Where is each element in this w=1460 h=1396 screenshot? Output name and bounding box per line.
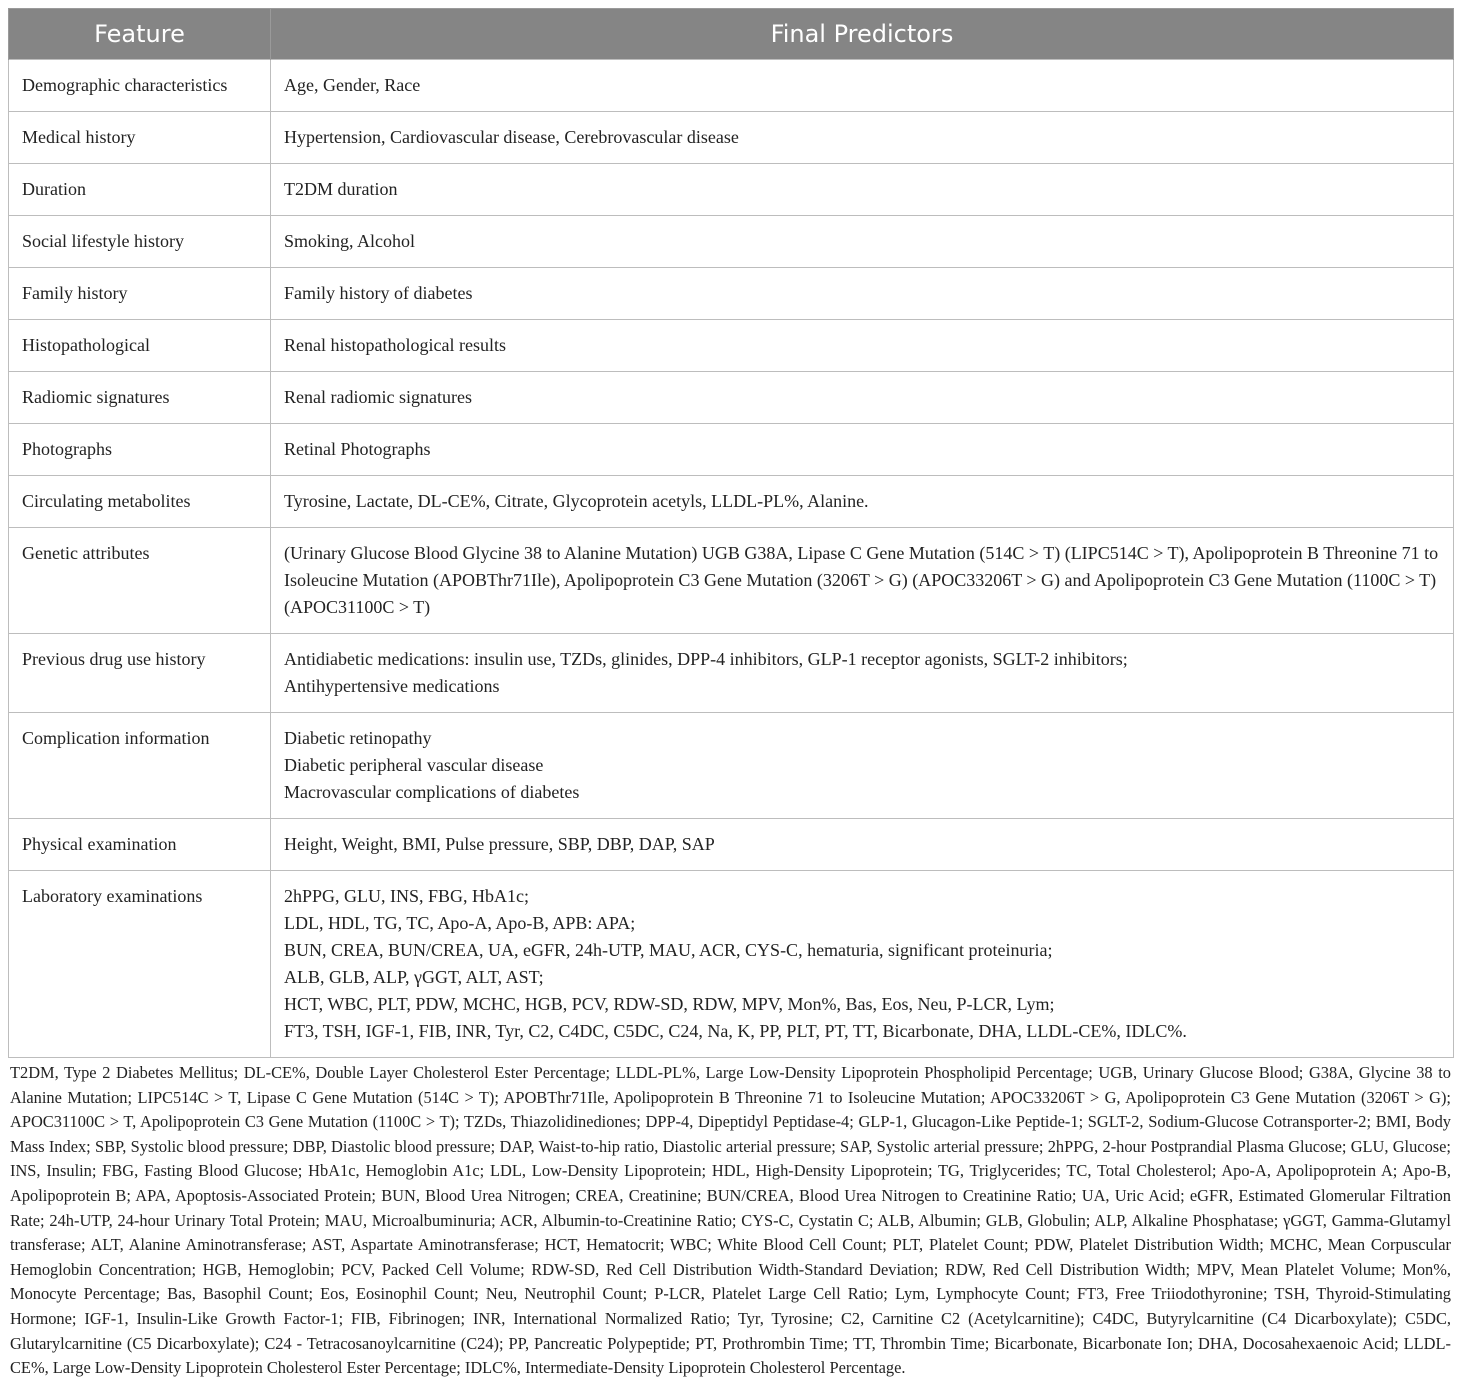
predictors-cell [271,60,1454,112]
predictors-cell [271,164,1454,216]
predictor-line: Age, Gender, Race [284,75,421,95]
feature-cell: Duration [9,164,271,216]
predictor-line: Renal radiomic signatures [284,387,472,407]
feature-cell: Demographic characteristics [9,60,271,112]
feature-cell: Family history [9,268,271,320]
predictors-cell [271,372,1454,424]
predictor-line: Antihypertensive medications [284,676,500,696]
predictor-line: Height, Weight, BMI, Pulse pressure, SBP, DBP, DAP, SAP [284,834,715,854]
feature-cell: Social lifestyle history [9,216,271,268]
predictors-cell [271,424,1454,476]
feature-cell: Genetic attributes [9,528,271,634]
predictor-line: Tyrosine, Lactate, DL-CE%, Citrate, Glycoprotein acetyls, LLDL-PL%, Alanine. [284,491,869,511]
predictor-line: ALB, GLB, ALP, γGGT, ALT, AST; [284,967,544,987]
document-page [8,8,1453,1381]
predictor-line: Retinal Photographs [284,439,431,459]
table-row [9,60,1454,112]
table-row [9,476,1454,528]
feature-cell: Circulating metabolites [9,476,271,528]
predictor-line: Diabetic retinopathy [284,728,432,748]
table-row [9,320,1454,372]
feature-cell: Physical examination [9,819,271,871]
feature-cell: Histopathological [9,320,271,372]
table-footnote: T2DM, Type 2 Diabetes Mellitus; DL-CE%, Double Layer Cholesterol Ester Percentage; LLDL-PL%, Large Low-Density Lipoprotein Phospholipid Percentage; UGB, Urinary Glucose Blood; G38A, Glycine 38 to Alanine Mutation; LIPC514C > T, Lipase C Gene Mutation (514C > T); APOBThr71Ile, Apolipoprotein B Threonine 71 to Isoleucine Mutation; APOC33206T > G, Apolipoprotein C3 Gene Mutation (3206T > G); APOC31100C > T, Apolipoprotein C3 Gene Mutation (1100C > T); TZDs, Thiazolidinediones; DPP-4, Dipeptidyl Peptidase-4; GLP-1, Glucagon-Like Peptide-1; SGLT-2, Sodium-Glucose Cotransporter-2; BMI, Body Mass Index; SBP, Systolic blood pressure; DBP, Diastolic blood pressure; DAP, Waist-to-hip ratio, Diastolic arterial pressure; SAP, Systolic arterial pressure; 2hPPG, 2-hour Postprandial Plasma Glucose; GLU, Glucose; INS, Insulin; FBG, Fasting Blood Glucose; HbA1c, Hemoglobin A1c; LDL, Low-Density Lipoprotein; HDL, High-Density Lipoprotein; TG, Triglycerides; TC, Total Cholesterol; Apo-A, Apolipoprotein A; Apo-B, Apolipoprotein B; APA, Apoptosis-Associated Protein; BUN, Blood Urea Nitrogen; CREA, Creatinine; BUN/CREA, Blood Urea Nitrogen to Creatinine Ratio; UA, Uric Acid; eGFR, Estimated Glomerular Filtration Rate; 24h-UTP, 24-hour Urinary Total Protein; MAU, Microalbuminuria; ACR, Albumin-to-Creatinine Ratio; CYS-C, Cystatin C; ALB, Albumin; GLB, Globulin; ALP, Alkaline Phosphatase; γGGT, Gamma-Glutamyl transferase; ALT, Alanine Aminotransferase; AST, Aspartate Aminotransferase; HCT, Hematocrit; WBC; White Blood Cell Count; PLT, Platelet Count; PDW, Platelet Distribution Width; MCHC, Mean Corpuscular Hemoglobin Concentration; HGB, Hemoglobin; PCV, Packed Cell Volume; RDW-SD, Red Cell Distribution Width-Standard Deviation; RDW, Red Cell Distribution Width; MPV, Mean Platelet Volume; Mon%, Monocyte Percentage; Bas, Basophil Count; Eos, Eosinophil Count; Neu, Neutrophil Count; P-LCR, Platelet Large Cell Ratio; Lym, Lymphocyte Count; FT3, Free Triiodothyronine; TSH, Thyroid-Stimulating Hormone; IGF-1, Insulin-Like Growth Factor-1; FIB, Fibrinogen; INR, International Normalized Ratio; Tyr, Tyrosine; C2, Carnitine C2 (Acetylcarnitine); C4DC, Butyrylcarnitine (C4 Dicarboxylate); C5DC, Glutarylcarnitine (C5 Dicarboxylate); C24 - Tetracosanoylcarnitine (C24); PP, Pancreatic Polypeptide; PT, Prothrombin Time; TT, Thrombin Time; Bicarbonate, Bicarbonate Ion; DHA, Docosahexaenoic Acid; LLDL-CE%, Large Low-Density Lipoprotein Cholesterol Ester Percentage; IDLC%, Intermediate-Density Lipoprotein Cholesterol Percentage. [10,1063,1451,1378]
feature-cell: Photographs [9,424,271,476]
table-body [9,60,1454,1058]
predictor-line: LDL, HDL, TG, TC, Apo-A, Apo-B, APB: APA; [284,913,636,933]
predictors-cell [271,713,1454,819]
predictors-cell [271,216,1454,268]
table-row [9,424,1454,476]
predictor-line: (Urinary Glucose Blood Glycine 38 to Alanine Mutation) UGB G38A, Lipase C Gene Mutation (514C > T) (LIPC514C > T), Apolipoprotein B Threonine 71 to Isoleucine Mutation (APOBThr71Ile), Apolipoprotein C3 Gene Mutation (3206T > G) (APOC33206T > G) and Apolipoprotein C3 Gene Mutation (1100C > T) (APOC31100C > T) [284,543,1439,617]
feature-cell: Previous drug use history [9,634,271,713]
predictor-line: 2hPPG, GLU, INS, FBG, HbA1c; [284,886,530,906]
predictors-cell [271,112,1454,164]
predictor-line: Renal histopathological results [284,335,506,355]
table-row [9,216,1454,268]
predictors-cell [271,476,1454,528]
header-row [9,9,1454,60]
table-row [9,372,1454,424]
predictor-line: Hypertension, Cardiovascular disease, Cerebrovascular disease [284,127,739,147]
predictor-line: Smoking, Alcohol [284,231,416,251]
table-row [9,871,1454,1058]
table-row [9,268,1454,320]
feature-cell: Radiomic signatures [9,372,271,424]
predictor-line: Family history of diabetes [284,283,473,303]
predictor-line: T2DM duration [284,179,398,199]
feature-cell: Medical history [9,112,271,164]
table-row [9,713,1454,819]
table-row [9,112,1454,164]
table-row [9,164,1454,216]
predictor-line: FT3, TSH, IGF-1, FIB, INR, Tyr, C2, C4DC, C5DC, C24, Na, K, PP, PLT, PT, TT, Bicarbonate, DHA, LLDL-CE%, IDLC%. [284,1021,1187,1041]
predictors-cell [271,871,1454,1058]
predictor-line: Antidiabetic medications: insulin use, TZDs, glinides, DPP-4 inhibitors, GLP-1 receptor agonists, SGLT-2 inhibitors; [284,649,1128,669]
predictors-cell [271,634,1454,713]
predictor-line: Diabetic peripheral vascular disease [284,755,544,775]
predictor-line: BUN, CREA, BUN/CREA, UA, eGFR, 24h-UTP, MAU, ACR, CYS-C, hematuria, significant proteinuria; [284,940,1053,960]
predictor-line: HCT, WBC, PLT, PDW, MCHC, HGB, PCV, RDW-SD, RDW, MPV, Mon%, Bas, Eos, Neu, P-LCR, Lym; [284,994,1055,1014]
header-feature: Feature [9,9,271,60]
predictors-cell [271,528,1454,634]
table-row [9,528,1454,634]
header-final-predictors: Final Predictors [271,9,1454,60]
predictors-cell [271,819,1454,871]
feature-cell: Complication information [9,713,271,819]
feature-cell: Laboratory examinations [9,871,271,1058]
table-row [9,634,1454,713]
predictors-cell [271,268,1454,320]
predictors-cell [271,320,1454,372]
table-header [9,9,1454,60]
predictor-line: Macrovascular complications of diabetes [284,782,580,802]
table-row [9,819,1454,871]
predictors-table [8,8,1454,1058]
